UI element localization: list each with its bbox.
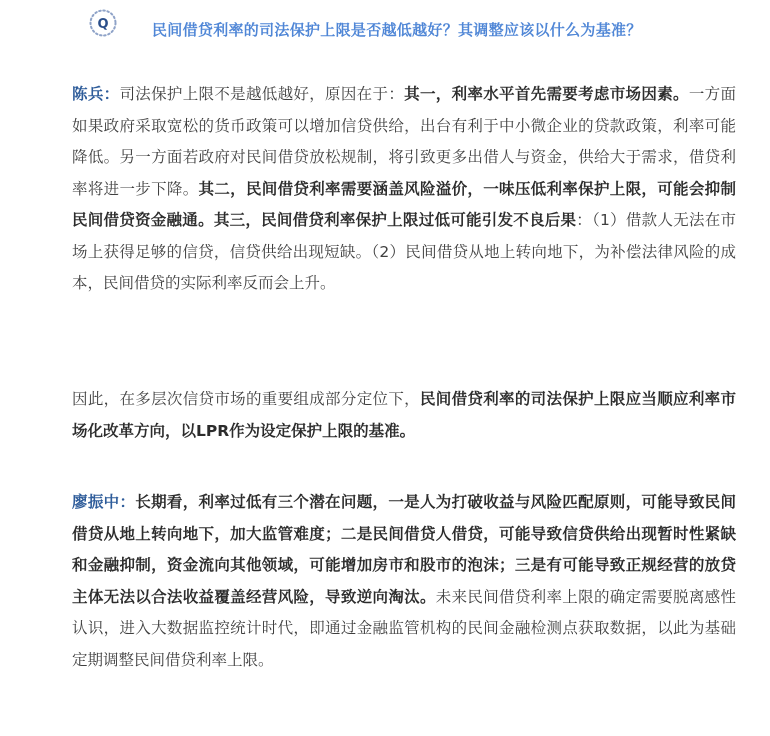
answer-text-segment: ：（1）借款人无法在市场上获得足够的信贷，信贷供给出现短缺。（2）民间借贷从地上转向地下，为补偿法律风险的成本，民间借贷的实际利率反而会上升。 — [72, 211, 736, 292]
svg-text:Q: Q — [97, 17, 109, 32]
speaker-name: 廖振中： — [72, 493, 136, 511]
answer-text-segment-bold: 其一，利率水平首先需要考虑市场因素。 — [404, 85, 689, 103]
answer-text-segment-bold: 长期看，利率过低有三个潜在问题，一是人为打破收益与风险匹配原则，可能导致民间借贷从地上转向地下，加大监管难度；二是民间借贷人借贷，可能导致信贷供给出现暂时性紧缺和金融抑制，资金流向其他领域，可能增加房市和股市的泡沫；三是有可能导致正规经营的放贷主体无法以合法收益覆盖经营风险，导致逆向淘汰。 — [72, 493, 736, 606]
speaker-name: 陈兵： — [72, 85, 120, 103]
answer-text-segment: 一方面如果政府采取宽松的货币政策可以增加信贷供给，出台有利于中小微企业的贷款政策，利率可能降低。另一方面若政府对民间借贷放松规制，将引致更多出借人与资金，供给大于需求，借贷利率将进一步下降。 — [72, 85, 736, 198]
answer-paragraph-liao-zhenzhong — [72, 487, 736, 676]
question-text: 民间借贷利率的司法保护上限是否越低越好？其调整应该以什么为基准？ — [152, 21, 642, 39]
answer-paragraph-chen-bing — [72, 79, 736, 300]
answer-text-segment: 未来民间借贷利率上限的确定需要脱离感性认识，进入大数据监控统计时代，即通过金融监管机构的民间金融检测点获取数据，以此为基础定期调整民间借贷利率上限。 — [72, 587, 736, 669]
answer-text-segment-bold: 其二，民间借贷利率需要涵盖风险溢价，一味压低利率保护上限，可能会抑制民间借贷资金融通。其三，民间借贷利率保护上限过低可能引发不良后果 — [72, 179, 736, 229]
question-badge-icon — [88, 8, 118, 38]
conclusion-paragraph — [72, 384, 736, 447]
conclusion-text-segment: 因此，在多层次信贷市场的重要组成部分定位下， — [72, 390, 420, 408]
answer-text-segment: 司法保护上限不是越低越好，原因在于： — [119, 85, 405, 103]
question-header — [88, 8, 758, 48]
conclusion-text-segment-bold: 民间借贷利率的司法保护上限应当顺应利率市场化改革方向，以LPR作为设定保护上限的基准。 — [72, 390, 736, 440]
